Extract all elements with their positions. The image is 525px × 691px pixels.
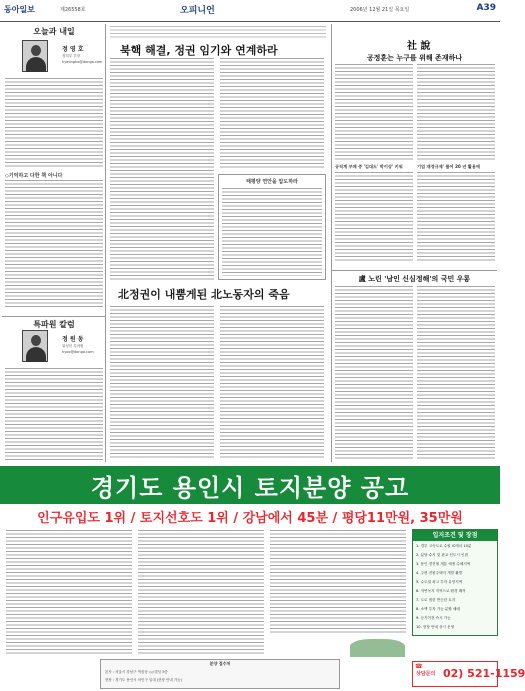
editorial-subhead: 공직계 부패 중 '김대도' 박이상' 키워 — [335, 164, 403, 169]
article-body-col1 — [110, 58, 214, 280]
middle-column — [108, 24, 328, 462]
ad-contact-number: 02) 521-1159 — [443, 667, 525, 680]
ad-body-text — [6, 530, 132, 655]
author-email: hyeongho@donga.com — [62, 60, 103, 64]
editorial-body — [417, 172, 495, 262]
author-title: 워싱턴 특파원 — [62, 344, 84, 348]
ad-contact-label: 상담문의 — [416, 671, 436, 677]
left-column — [2, 24, 106, 462]
ad-panel-item: 6. 자연녹지 지역으로 환경 쾌적 — [416, 589, 466, 593]
ad-panel-title: 입지조건 및 장점 — [413, 530, 497, 541]
editorial-body — [335, 64, 413, 160]
sidebar-box-head: 태평양 연안을 압도하라 — [246, 179, 298, 185]
column-title-correspondent: 특파원 칼럼 — [2, 316, 106, 330]
editorial-subhead: 기업 재정규제' 풀어 20 년 활용에 — [417, 164, 480, 169]
ad-panel-item: 1. 경부 고속도로 수원 IC에서 10분 — [416, 544, 472, 548]
ad-panel-item: 10. 현장 안내 상시 운영 — [416, 625, 455, 629]
headline-nuclear: 북핵 해결, 정권 임기와 연계하라 — [120, 44, 278, 57]
ad-map-line: 본사 : 서울시 강남구 역삼동 ◇◇빌딩 5층 — [105, 670, 168, 674]
phone-icon: ☎ — [415, 663, 423, 670]
section-name: 오피니언 — [180, 6, 215, 16]
body-text — [110, 26, 326, 38]
ad-panel-item: 2. 분당·수지 및 판교 신도시 인접 — [416, 553, 468, 557]
article-body-col2 — [220, 58, 324, 170]
ad-map-box — [100, 659, 340, 689]
editorial-body — [335, 172, 413, 262]
ad-panel-item: 8. 소액 투자 가능 분할 매매 — [416, 607, 460, 611]
editorial-badge: 社 說 — [407, 41, 431, 52]
ad-panel-item: 5. 수도권 최고 투자 유망지역 — [416, 580, 463, 584]
author-name: 정 영 호 — [62, 46, 84, 53]
author-title: 정치부 부장 — [62, 54, 81, 58]
ad-title: 경기도 용인시 토지분양 공고 — [90, 474, 410, 502]
ad-panel-item: 3. 용인 경전철 개통 예정 수혜지역 — [416, 562, 471, 566]
column-body-text — [5, 78, 103, 168]
ad-panel-item: 7. 도로 접한 반듯한 토지 — [416, 598, 456, 602]
ad-panel-item: 4. 주변 전원주택지 개발 활발 — [416, 571, 463, 575]
column-body-text — [5, 368, 103, 460]
sidebar-box-text — [222, 188, 322, 276]
ad-landscape-image — [350, 639, 405, 657]
ad-body-text — [138, 530, 264, 655]
sidebar-box — [218, 174, 326, 280]
page-number: A39 — [476, 3, 496, 13]
article-body-col2 — [220, 306, 324, 460]
ad-tagline: 인구유입도 1위 / 토지선호도 1위 / 강남에서 45분 / 평당11만원, 35만원 — [37, 511, 463, 526]
ad-features-panel — [412, 529, 498, 636]
column-subhead: ◇기억하고 다한 책 아니다 — [5, 173, 63, 179]
editorial-column — [331, 24, 498, 462]
author-photo — [22, 40, 48, 72]
editorial-body — [417, 286, 495, 460]
editorial-body — [417, 64, 495, 160]
article-body-col1 — [110, 306, 214, 460]
publish-date: 2006년 12월 21일 목요일 — [350, 7, 410, 13]
ad-panel-item: 9. 등기이전 즉시 가능 — [416, 616, 451, 620]
ad-map-line: 현장 : 경기도 용인시 처인구 일대 (현장 안내 가능) — [105, 678, 183, 682]
ad-body-text — [270, 530, 406, 635]
newspaper-name: 동아일보 — [4, 5, 35, 14]
column-title-today-tomorrow: 오늘과 내일 — [33, 27, 75, 36]
column-body-text — [5, 180, 103, 308]
editorial-title-1: 공정훈는 누구를 위해 존재하나 — [366, 54, 463, 62]
editorial-body — [335, 286, 413, 460]
headline-labor: 北정권이 내뿜게된 北노동자의 죽음 — [118, 288, 290, 301]
editorial-title-2: 盧 노린 '남인 신심정해'의 국민 우롱 — [332, 270, 497, 284]
masthead — [0, 0, 500, 22]
author-email: hyoo@donga.com — [62, 350, 94, 354]
author-name: 정 원 동 — [62, 336, 84, 343]
land-sale-advertisement — [0, 464, 525, 691]
author-photo — [22, 330, 48, 362]
issue-number: 제26558호 — [60, 7, 86, 13]
ad-contact-box — [412, 661, 525, 687]
ad-map-title: 분양 접수처 — [209, 661, 231, 666]
